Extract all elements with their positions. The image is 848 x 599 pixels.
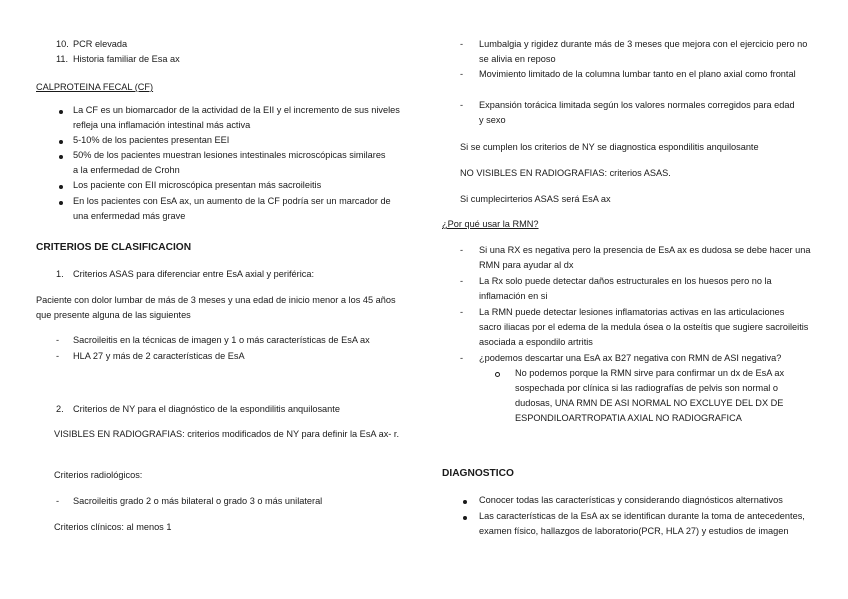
list-number: 11. [56, 54, 69, 64]
list-item: La RMN puede detectar lesiones inflamatorias activas en las articulaciones sacro iliacas por el edema de la medula ósea o la osteítis que sugiere sacroileitis asociada a espondilo artritis [479, 307, 809, 347]
list-number: 2. [56, 404, 64, 414]
list-item: Movimiento limitado de la columna lumbar tanto en el plano axial como frontal [479, 69, 796, 79]
bullet-icon [463, 500, 467, 504]
list-item: Lumbalgia y rigidez durante más de 3 meses que mejora con el ejercicio pero no se alivia en reposo [479, 39, 808, 64]
list-item: ¿podemos descartar una EsA ax B27 negativa con RMN de ASI negativa? [479, 353, 782, 363]
criterios-heading: CRITERIOS DE CLASIFICACION [36, 242, 192, 253]
paragraph: Si se cumplen los criterios de NY se diagnostica espondilitis anquilosante [460, 142, 759, 152]
list-item: Si una RX es negativa pero la presencia de EsA ax es dudosa se debe hacer una RMN para ayudar al dx [479, 245, 811, 270]
paragraph: Si cumplecirterios ASAS será EsA ax [460, 194, 611, 204]
list-item: La Rx solo puede detectar daños estructurales en los huesos pero no la inflamación en si [479, 276, 772, 301]
list-item: 50% de los pacientes muestran lesiones intestinales microscópicas similares a la enfermedad de Crohn [73, 150, 386, 175]
list-item: HLA 27 y más de 2 características de EsA [73, 351, 245, 361]
list-item: Sacroileitis grado 2 o más bilateral o grado 3 o más unilateral [73, 496, 323, 506]
list-item: Criterios ASAS para diferenciar entre EsA axial y periférica: [73, 269, 315, 279]
list-item: Historia familiar de Esa ax [73, 54, 180, 64]
list-item: En los pacientes con EsA ax, un aumento de la CF podría ser un marcador de una enfermedad más grave [73, 196, 391, 221]
list-item: Sacroileitis en la técnicas de imagen y 1 o más características de EsA ax [73, 335, 370, 345]
dash-icon: - [460, 353, 464, 363]
list-item: Los paciente con EII microscópica presentan más sacroileitis [73, 180, 322, 190]
dash-icon: - [460, 39, 464, 49]
dash-icon: - [56, 335, 60, 345]
bullet-icon [59, 185, 63, 189]
bullet-icon [59, 140, 63, 144]
dash-icon: - [460, 307, 464, 317]
list-item: Criterios de NY para el diagnóstico de la espondilitis anquilosante [73, 404, 340, 414]
dash-icon: - [460, 69, 464, 79]
paragraph: NO VISIBLES EN RADIOGRAFIAS: criterios ASAS. [460, 168, 671, 178]
list-number: 1. [56, 269, 64, 279]
list-item: Las características de la EsA ax se identifican durante la toma de antecedentes, examen físico, hallazgos de laboratorio(PCR, HLA 27) y estudios de imagen [479, 511, 805, 536]
list-item: La CF es un biomarcador de la actividad de la EII y el incremento de sus niveles refleja una inflamación intestinal más activa [73, 105, 400, 130]
label: Criterios radiológicos: [54, 470, 143, 480]
dash-icon: - [460, 276, 464, 286]
dash-icon: - [56, 496, 60, 506]
list-item: No podemos porque la RMN sirve para confirmar un dx de EsA ax sospechada por clínica si las radiografías de pelvis son normal o dudosas, UNA RMN DE ASI NORMAL NO EXCLUYE DEL DX DE ESPONDILOARTROPATIA AXIAL NO RADIOGRAFICA [515, 368, 785, 423]
dash-icon: - [460, 100, 464, 110]
list-number: 10. [56, 39, 69, 49]
paragraph: VISIBLES EN RADIOGRAFIAS: criterios modificados de NY para definir la EsA ax- r. [54, 429, 400, 439]
dash-icon: - [460, 245, 464, 255]
list-item: Conocer todas las características y considerando diagnósticos alternativos [479, 495, 783, 505]
diagnostico-heading: DIAGNOSTICO [442, 468, 514, 479]
bullet-icon [59, 110, 63, 114]
list-item: 5-10% de los pacientes presentan EEI [73, 135, 230, 145]
dash-icon: - [56, 351, 60, 361]
bullet-icon [59, 155, 63, 159]
bullet-icon [463, 516, 467, 520]
circle-bullet-icon [495, 372, 500, 377]
cf-heading: CALPROTEINA FECAL (CF) [36, 82, 154, 92]
list-item: PCR elevada [73, 39, 128, 49]
rmn-heading: ¿Por qué usar la RMN? [442, 219, 539, 229]
label: Criterios clínicos: al menos 1 [54, 522, 172, 532]
bullet-icon [59, 201, 63, 205]
list-item: Expansión torácica limitada según los valores normales corregidos para edad y sexo [479, 100, 795, 125]
paragraph: Paciente con dolor lumbar de más de 3 meses y una edad de inicio menor a los 45 años que presente alguna de las siguientes [36, 295, 396, 320]
